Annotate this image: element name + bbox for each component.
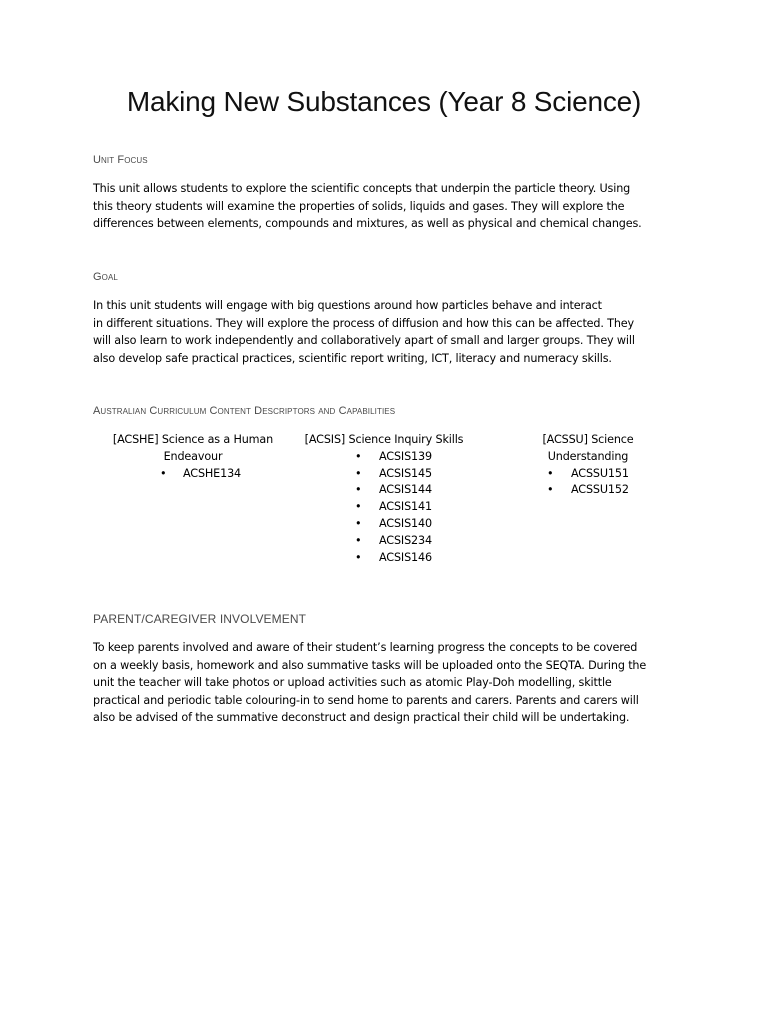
list-item — [518, 466, 658, 483]
unit-focus-heading: Unit Focus — [93, 154, 148, 166]
paragraph-line: this theory students will examine the properties of solids, liquids and gases. They will explore the — [93, 199, 625, 213]
column-title-line: [ACSIS] Science Inquiry Skills — [304, 433, 464, 446]
list-item-label: ACSIS145 — [379, 466, 432, 480]
list-item — [300, 482, 468, 499]
page-title: Making New Substances (Year 8 Science) — [126, 86, 642, 117]
column-title-line: [ACSSU] Science — [542, 433, 634, 446]
list-item — [300, 533, 468, 550]
acssu-list — [518, 466, 658, 500]
paragraph-line: differences between elements, compounds and mixtures, as well as physical and chemical changes. — [93, 217, 642, 231]
list-item-label: ACSHE134 — [183, 466, 242, 480]
bullet-icon: • — [355, 449, 362, 463]
list-item — [300, 449, 468, 466]
bullet-icon: • — [355, 533, 362, 547]
list-item-label: ACSIS141 — [379, 500, 432, 514]
bullet-icon: • — [160, 466, 167, 480]
list-item — [300, 550, 468, 567]
goal-heading: Goal — [93, 271, 118, 283]
paragraph-line: also develop safe practical practices, scientific report writing, ICT, literacy and numeracy skills. — [93, 351, 612, 365]
bullet-icon: • — [355, 466, 362, 480]
bullet-icon: • — [547, 483, 554, 497]
paragraph-line: unit the teacher will take photos or upload activities such as atomic Play-Doh modelling, skittle — [93, 676, 612, 690]
column-title-line: Endeavour — [163, 449, 223, 463]
paragraph-line: on a weekly basis, homework and also summative tasks will be uploaded onto the SEQTA. During the — [93, 658, 647, 672]
parent-involvement-paragraph — [93, 639, 683, 727]
acshe-column — [104, 432, 282, 482]
bullet-icon: • — [355, 500, 362, 514]
list-item-label: ACSIS140 — [379, 516, 432, 530]
goal-paragraph — [93, 297, 683, 367]
column-title-line: [ACSHE] Science as a Human — [112, 433, 274, 446]
paragraph-line: In this unit students will engage with big questions around how particles behave and interact — [93, 299, 602, 312]
acssu-column-title — [518, 432, 658, 466]
list-item — [518, 482, 658, 499]
paragraph-line: in different situations. They will explore the process of diffusion and how this can be affected. They — [93, 316, 634, 330]
bullet-icon: • — [547, 466, 554, 480]
list-item-label: ACSIS139 — [379, 449, 432, 463]
list-item-label: ACSIS144 — [379, 483, 432, 497]
list-item-label: ACSSU151 — [571, 466, 629, 480]
list-item-label: ACSSU152 — [571, 483, 629, 497]
curriculum-heading: Australian Curriculum Content Descriptors and Capabilities — [93, 405, 396, 417]
acssu-column — [518, 432, 658, 499]
acshe-column-title — [104, 432, 282, 466]
acsis-column — [300, 432, 468, 566]
bullet-icon: • — [355, 550, 362, 564]
parent-involvement-heading: PARENT/CAREGIVER INVOLVEMENT — [93, 612, 307, 626]
list-item — [300, 466, 468, 483]
acsis-list — [300, 449, 468, 567]
list-item-label: ACSIS234 — [379, 533, 432, 547]
acshe-list — [104, 466, 282, 483]
paragraph-line: This unit allows students to explore the scientific concepts that underpin the particle theory. Using — [93, 182, 631, 195]
list-item — [104, 466, 282, 483]
paragraph-line: also be advised of the summative deconstruct and design practical their child will be undertaking. — [93, 711, 630, 725]
list-item-label: ACSIS146 — [379, 550, 432, 564]
paragraph-line: will also learn to work independently and collaboratively apart of small and larger groups. They will — [93, 334, 635, 348]
acsis-column-title — [300, 432, 468, 449]
paragraph-line: practical and periodic table colouring-in to send home to parents and carers. Parents and carers will — [93, 693, 639, 707]
column-title-line: Understanding — [547, 449, 629, 463]
paragraph-line: To keep parents involved and aware of their student’s learning progress the concepts to be covered — [93, 641, 638, 654]
list-item — [300, 499, 468, 516]
unit-focus-paragraph — [93, 180, 683, 233]
bullet-icon: • — [355, 516, 362, 530]
list-item — [300, 516, 468, 533]
bullet-icon: • — [355, 483, 362, 497]
